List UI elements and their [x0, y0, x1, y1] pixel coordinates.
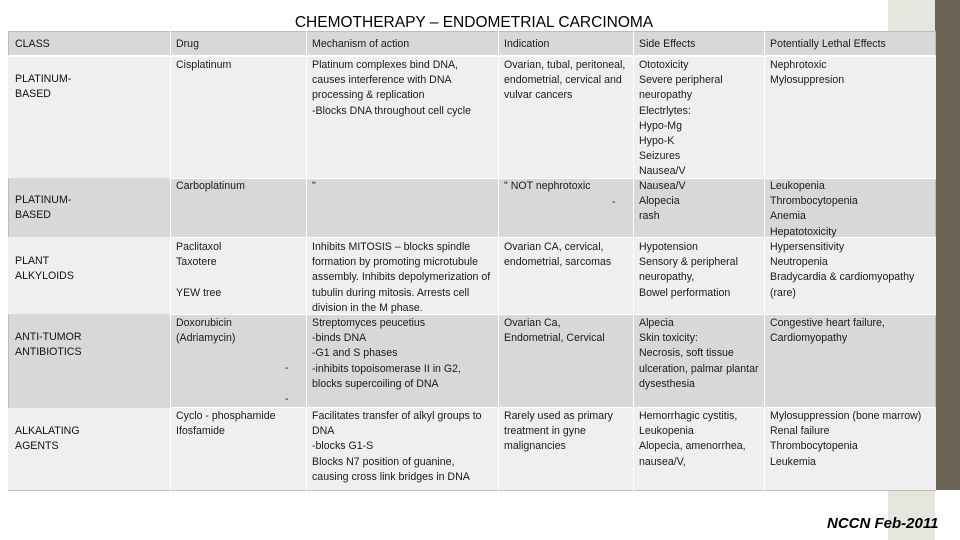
row-indication: Ovarian Ca, Endometrial, Cervical [504, 317, 605, 345]
row-lethal-effects: Leukopenia Thrombocytopenia Anemia Hepatotoxicity [770, 180, 858, 238]
row-class: PLATINUM- BASED [15, 194, 72, 222]
row-lethal-effects: Mylosuppression (bone marrow) Renal failure Thrombocytopenia Leukemia [770, 410, 922, 468]
row-drug: Cisplatinum [176, 59, 232, 71]
table-divider [170, 407, 936, 408]
column-header-mechanism: Mechanism of action [312, 38, 410, 50]
column-divider [170, 31, 171, 491]
row-class: ALKALATING AGENTS [15, 425, 80, 453]
row-drug: Doxorubicin (Adriamycin) [176, 317, 236, 345]
row-indication: Ovarian CA, cervical, endometrial, sarcomas [504, 241, 612, 269]
row-class: PLANT ALKYLOIDS [15, 255, 74, 283]
column-header-indication: Indication [504, 38, 550, 50]
column-divider [306, 31, 307, 491]
column-header-lethal-effects: Potentially Lethal Effects [770, 38, 886, 50]
table-divider [170, 314, 936, 315]
row-indication: Ovarian, tubal, peritoneal, endometrial, cervical and vulvar cancers [504, 59, 626, 102]
decorative-side-bar [935, 0, 960, 490]
row-mechanism: Facilitates transfer of alkyl groups to DNA -blocks G1-S Blocks N7 position of guanine, causing cross link bridges in DNA [312, 410, 482, 483]
row-drug-dash: - [285, 362, 289, 374]
page-title: CHEMOTHERAPY – ENDOMETRIAL CARCINOMA [294, 14, 654, 31]
row-drug: Paclitaxol Taxotere YEW tree [176, 241, 222, 299]
row-class: ANTI-TUMOR ANTIBIOTICS [15, 331, 82, 359]
column-header-drug: Drug [176, 38, 199, 50]
row-lethal-effects: Hypersensitivity Neutropenia Bradycardia & cardiomyopathy (rare) [770, 241, 915, 299]
row-mechanism: Platinum complexes bind DNA, causes interference with DNA processing & replication -Blocks DNA throughout cell cycle [312, 59, 471, 117]
row-side-effects: Nausea/V Alopecia rash [639, 180, 686, 223]
column-divider [633, 31, 634, 491]
row-side-effects: Hypotension Sensory & peripheral neuropathy, Bowel performation [639, 241, 738, 299]
row-drug-dash: - [285, 393, 289, 405]
source-citation: NCCN Feb-2011 [827, 515, 939, 532]
row-indication: " NOT nephrotoxic [504, 180, 591, 192]
column-divider [498, 31, 499, 491]
row-class: PLATINUM- BASED [15, 73, 72, 101]
row-side-effects: Ototoxicity Severe peripheral neuropathy Electrlytes: Hypo-Mg Hypo-K Seizures Nausea/V [639, 59, 723, 178]
row-drug: Cyclo - phosphamide Ifosfamide [176, 410, 276, 438]
column-divider [764, 31, 765, 491]
row-lethal-effects: Congestive heart failure, Cardiomyopathy [770, 317, 885, 345]
row-mechanism: Inhibits MITOSIS – blocks spindle formation by promoting microtubule assembly. Inhibits depolymerization of tubulin during mitosis. Arrests cell division in the M phase. [312, 241, 491, 314]
row-indication: Rarely used as primary treatment in gyne malignancies [504, 410, 613, 453]
row-indication-dash: - [612, 196, 616, 208]
column-header-side-effects: Side Effects [639, 38, 696, 50]
column-header-class: CLASS [15, 38, 50, 50]
row-mechanism: " [312, 180, 316, 192]
table-divider [8, 55, 936, 57]
row-side-effects: Alpecia Skin toxicity: Necrosis, soft tissue ulceration, palmar plantar dysesthesia [639, 317, 759, 390]
row-side-effects: Hemorrhagic cystitis, Leukopenia Alopecia, amenorrhea, nausea/V, [639, 410, 746, 468]
row-lethal-effects: Nephrotoxic Mylosuppresion [770, 59, 845, 87]
row-drug: Carboplatinum [176, 180, 245, 192]
row-mechanism: Streptomyces peucetius -binds DNA -G1 and S phases -inhibits topoisomerase II in G2, blocks supercoiling of DNA [312, 317, 461, 390]
